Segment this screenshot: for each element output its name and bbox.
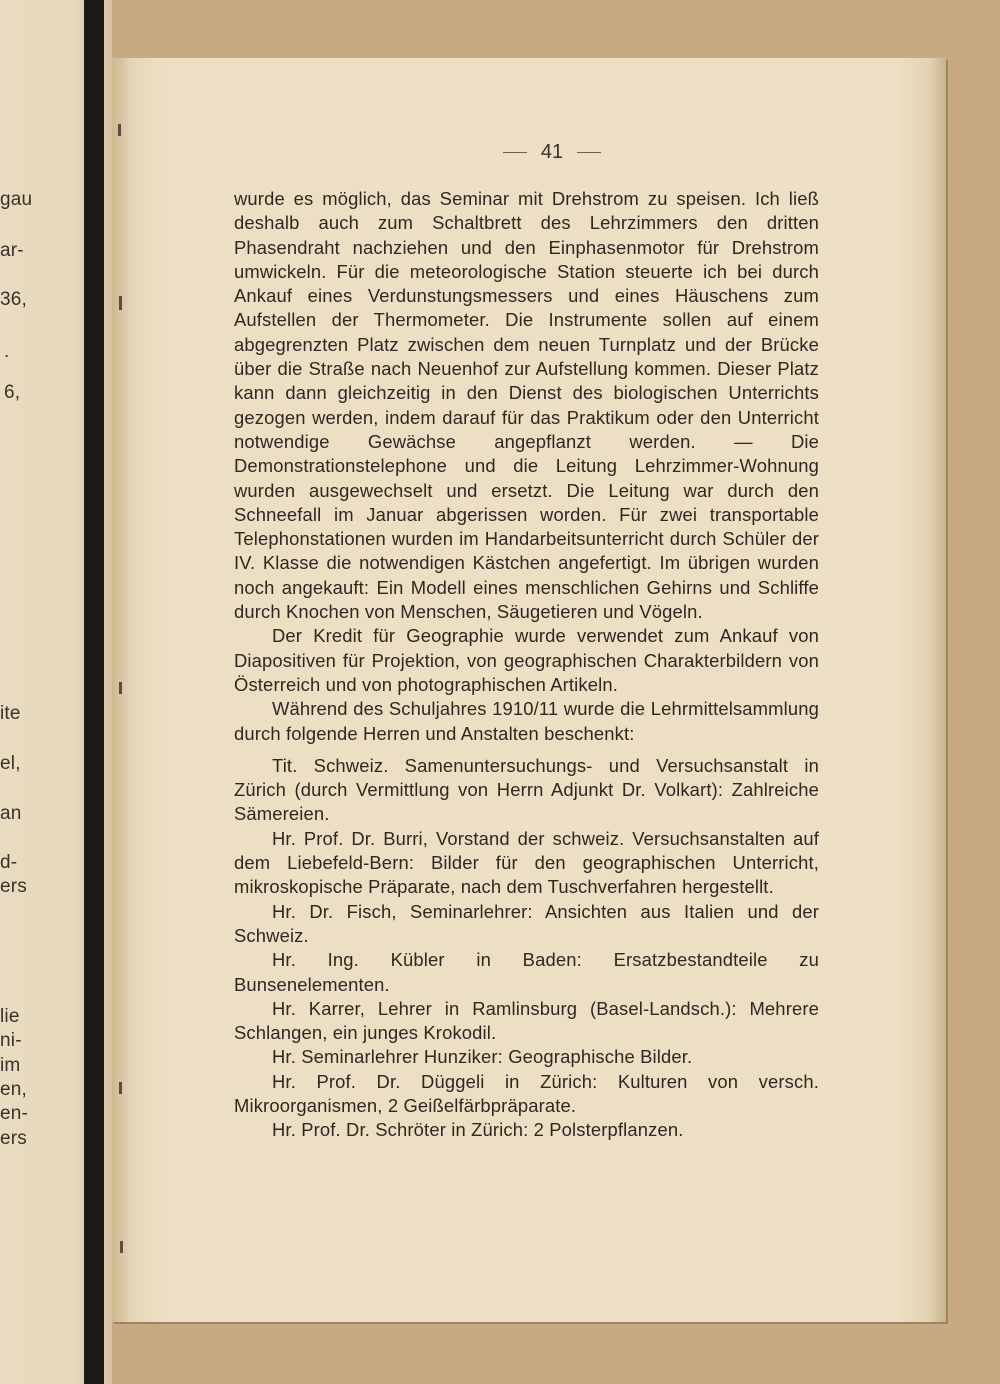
donation-entry: Hr. Karrer, Lehrer in Ramlinsburg (Basel-Landsch.): Mehrere Schlangen, ein junges Krokodil. <box>234 997 819 1044</box>
left-page-fragment: ite <box>0 703 21 724</box>
left-page-fragment: en- <box>0 1103 29 1124</box>
gutter-mark <box>119 682 122 694</box>
donation-entry: Tit. Schweiz. Samenuntersuchungs- und Versuchsanstalt in Zürich (durch Vermittlung von Herrn Adjunkt Dr. Volkart): Zahlreiche Sämereien. <box>234 754 819 825</box>
paragraph: Der Kredit für Geographie wurde verwendet zum Ankauf von Diapositiven für Projektion, von geographischen Charakterbildern von Österreich und von photographischen Artikeln. <box>234 625 819 695</box>
donation-entry: Hr. Seminarlehrer Hunziker: Geographische Bilder. <box>272 1046 693 1068</box>
binding-shadow <box>84 0 104 1384</box>
left-page-fragment: en, <box>0 1079 28 1100</box>
body-text <box>234 187 819 1143</box>
gutter-mark <box>120 1241 123 1253</box>
left-page-fragment: 36, <box>0 289 28 310</box>
left-page-fragment: el, <box>0 753 21 774</box>
donation-entry: Hr. Prof. Dr. Schröter in Zürich: 2 Polsterpflanzen. <box>272 1119 684 1141</box>
left-page-fragment: d- <box>0 852 18 873</box>
donation-entry: Hr. Dr. Fisch, Seminarlehrer: Ansichten aus Italien und der Schweiz. <box>234 900 819 946</box>
left-page-fragment: ers <box>0 876 27 897</box>
donation-entry: Hr. Ing. Kübler in Baden: Ersatzbestandteile zu Bunsenelementen. <box>234 949 819 995</box>
left-page-fragment: an <box>0 803 22 824</box>
left-page-fragment: 6, <box>4 382 21 403</box>
donation-entry: Hr. Prof. Dr. Düggeli in Zürich: Kulturen von versch. Mikroorganismen, 2 Geißelfärbpräparate. <box>234 1070 819 1116</box>
right-page <box>112 58 946 1322</box>
paragraph: Während des Schuljahres 1910/11 wurde die Lehrmittelsammlung durch folgende Herren und Anstalten beschenkt: <box>234 698 819 744</box>
left-page-fragment: lie <box>0 1006 20 1027</box>
page-number <box>472 141 632 164</box>
gutter-mark <box>119 1082 122 1094</box>
gutter-mark <box>118 124 121 136</box>
left-page-fragment: im <box>0 1055 21 1076</box>
page-number-value: 41 <box>540 141 564 163</box>
left-page-fragment: ers <box>0 1128 27 1149</box>
donation-entry: Hr. Prof. Dr. Burri, Vorstand der schweiz. Versuchsanstalten auf dem Liebefeld-Bern: Bilder für den geographischen Unterricht, mikroskopische Präparate, nach dem Tuschverfahren hergestellt. <box>234 827 819 898</box>
left-page-fragment: ar- <box>0 240 24 261</box>
left-page-fragment: ni- <box>0 1030 22 1051</box>
gutter-mark <box>119 296 122 310</box>
left-page-fragment: gau <box>0 189 33 210</box>
paragraph: wurde es möglich, das Seminar mit Drehstrom zu speisen. Ich ließ deshalb auch zum Schaltbrett des Lehrzimmers den dritten Phasendraht nachziehen und den Einphasenmotor für Drehstrom umwickeln. Für die meteorologische Station steuerte ich bei durch Ankauf eines Verdunstungsmessers und eines Häuschens zum Aufstellen der Thermometer. Die Instrumente sollen auf einem abgegrenzten Platz zwischen dem neuen Turnplatz und der Brücke über die Straße nach Neuenhof zur Aufstellung kommen. Dieser Platz kann dann gleichzeitig in den Dienst des biologischen Unterrichts gezogen werden, indem darauf für das Praktikum oder den Unterricht notwendige Gewächse angepflanzt werden. — Die Demonstrationstelephone und die Leitung Lehrzimmer-Wohnung wurden ausgewechselt und ersetzt. Die Leitung war durch den Schneefall im Januar abgerissen worden. Für zwei transportable Telephonstationen wurden im Handarbeitsunterricht durch Schüler der IV. Klasse die notwendigen Kästchen angefertigt. Im übrigen wurden noch angekauft: Ein Modell eines menschlichen Gehirns und Schliffe durch Knochen von Menschen, Säugetieren und Vögeln. <box>234 188 819 623</box>
left-page-fragment: . <box>4 341 10 362</box>
